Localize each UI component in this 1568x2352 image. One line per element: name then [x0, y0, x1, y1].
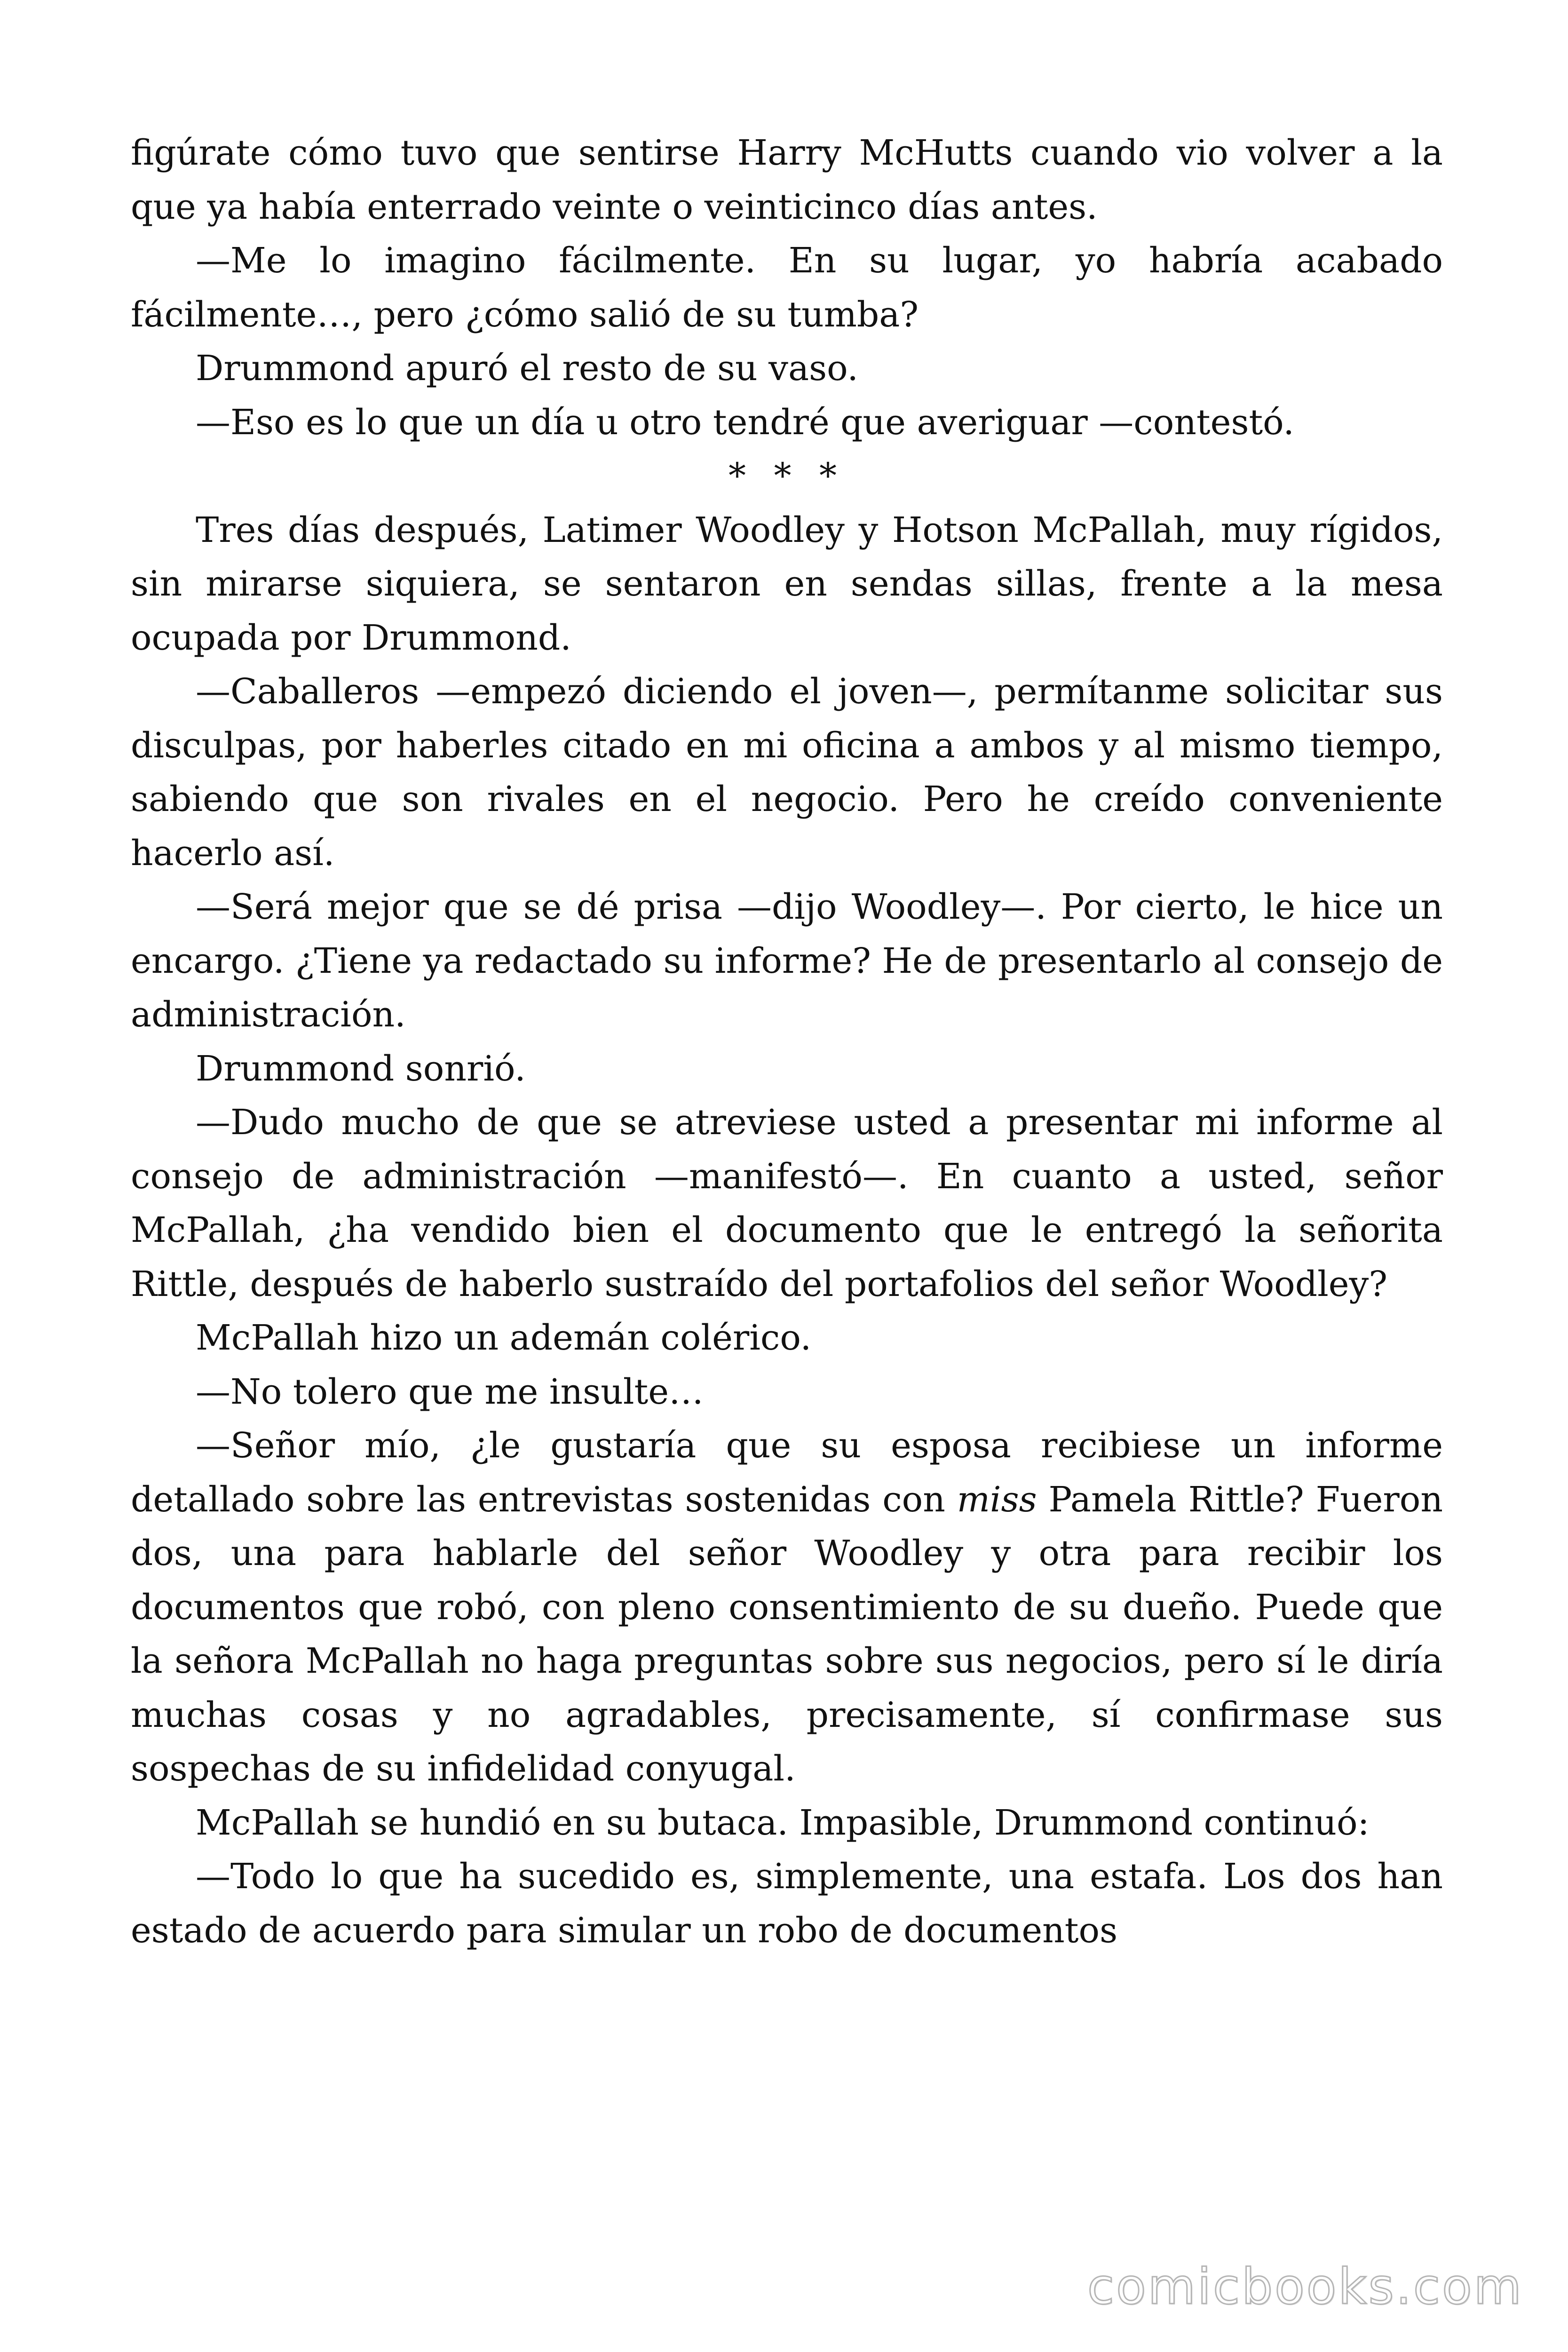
- body-text: [131, 126, 1443, 1957]
- watermark: comicbooks.com: [1087, 2258, 1523, 2315]
- paragraph: —Dudo mucho de que se atreviese usted a presentar mi informe al consejo de administración —manifestó—. En cuanto a usted, señor McPallah, ¿ha vendido bien el documento que le entregó la señorita Rittle, después de haberlo sustraído del portafolios del señor Woodley?: [131, 1102, 1443, 1304]
- paragraph: —Eso es lo que un día u otro tendré que averiguar —contestó.: [196, 402, 1294, 443]
- paragraph: Drummond apuró el resto de su vaso.: [196, 348, 858, 389]
- paragraph: —Todo lo que ha sucedido es, simplemente, una estafa. Los dos han estado de acuerdo para simular un robo de documentos: [131, 1856, 1443, 1951]
- paragraph: McPallah se hundió en su butaca. Impasible, Drummond continuó:: [196, 1802, 1370, 1843]
- section-separator: * * *: [728, 456, 846, 496]
- paragraph: —Me lo imagino fácilmente. En su lugar, yo habría acabado fácilmente…, pero ¿cómo salió de su tumba?: [131, 240, 1443, 335]
- paragraph-part: Fueron dos, una para hablarle del señor Woodley y otra para recibir los documentos que robó, con pleno consentimiento de su dueño. Puede que la señora McPallah no haga preguntas sobre sus negocios, pero sí le diría muchas cosas y no agradables, precisamente, sí confirmase sus sospechas de su infidelidad conyugal.: [131, 1479, 1443, 1789]
- paragraph: McPallah hizo un ademán colérico.: [196, 1318, 812, 1358]
- paragraph: figúrate cómo tuvo que sentirse Harry McHutts cuando vio volver a la que ya había enterrado veinte o veinticinco días antes.: [131, 133, 1443, 227]
- paragraph-part: —Señor mío, ¿le gustaría que su esposa recibiese un informe detallado sobre las entrevistas sostenidas con: [131, 1425, 1443, 1520]
- paragraph: —Será mejor que se dé prisa —dijo Woodley—. Por cierto, le hice un encargo. ¿Tiene ya redactado su informe? He de presentarlo al consejo de administración.: [131, 887, 1443, 1035]
- italic-word: miss: [957, 1479, 1037, 1520]
- paragraph: —Caballeros —empezó diciendo el joven—, permítanme solicitar sus disculpas, por haberles citado en mi oficina a ambos y al mismo tiempo, sabiendo que son rivales en el negocio. Pero he creído conveniente hacerlo así.: [131, 671, 1443, 874]
- paragraph: Drummond sonrió.: [196, 1048, 526, 1089]
- paragraph: —No tolero que me insulte…: [196, 1371, 704, 1412]
- paragraph-part: Pamela Rittle?: [1037, 1479, 1316, 1520]
- paragraph: Tres días después, Latimer Woodley y Hotson McPallah, muy rígidos, sin mirarse siquiera, se sentaron en sendas sillas, frente a la mesa ocupada por Drummond.: [131, 509, 1443, 658]
- paragraph-with-italic: [131, 1419, 1443, 1796]
